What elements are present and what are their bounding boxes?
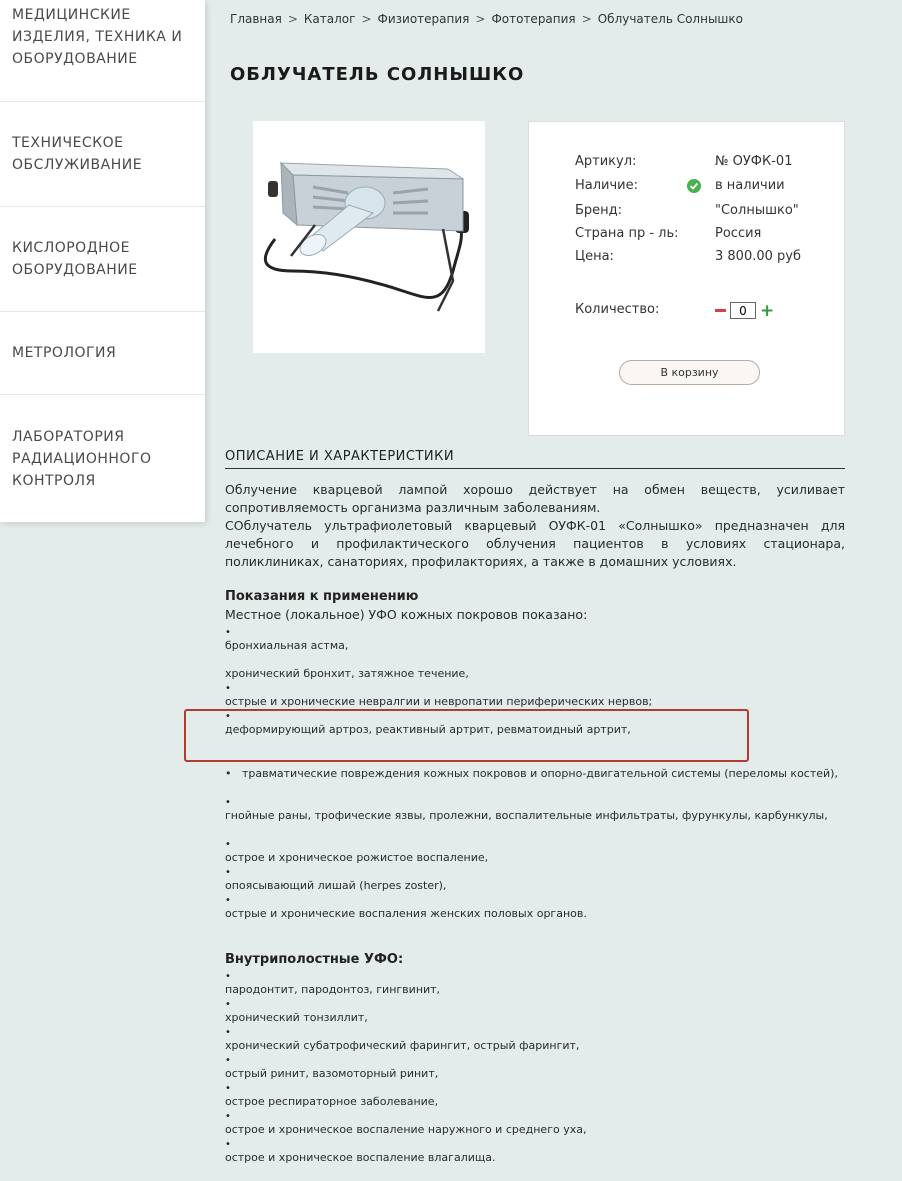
list-item: острый ринит, вазомоторный ринит,	[225, 1067, 439, 1080]
sidebar-item-label: ЛАБОРАТОРИЯ	[12, 428, 125, 445]
list-item: острое и хроническое воспаление наружного и среднего уха,	[225, 1123, 587, 1136]
plus-icon[interactable]: +	[760, 300, 775, 321]
list-bullet: •	[225, 1027, 231, 1038]
list-item: бронхиальная астма,	[225, 639, 349, 652]
sidebar-item-label: КИСЛОРОДНОЕ	[12, 240, 131, 256]
list-bullet: •	[225, 1139, 231, 1150]
brand-value: "Солнышко"	[715, 203, 799, 218]
list-item: острое респираторное заболевание,	[225, 1095, 439, 1108]
local-uv-intro: Местное (локальное) УФО кожных покровов показано:	[225, 607, 588, 622]
list-bullet: •	[225, 1083, 231, 1094]
breadcrumb-current: Облучатель Солнышко	[597, 12, 743, 26]
list-item: деформирующий артроз, реактивный артрит, ревматоидный артрит,	[225, 723, 631, 736]
description-header: ОПИСАНИЕ И ХАРАКТЕРИСТИКИ	[225, 449, 845, 469]
list-item: острые и хронические воспаления женских половых органов.	[225, 907, 587, 920]
list-item: острое и хроническое рожистое воспаление,	[225, 851, 489, 864]
list-bullet: •	[225, 1111, 231, 1122]
list-bullet: •	[225, 839, 231, 850]
sidebar-item-label: МЕТРОЛОГИЯ	[12, 345, 117, 361]
highlight-box	[184, 709, 749, 762]
indications-title: Показания к применению	[225, 589, 419, 604]
product-info-card	[528, 121, 845, 436]
country-row	[575, 226, 761, 241]
stock-row	[575, 178, 785, 193]
page-title: ОБЛУЧАТЕЛЬ СОЛНЫШКО	[230, 64, 525, 85]
list-bullet: •	[225, 683, 231, 694]
country-label: Страна пр - ль:	[575, 226, 679, 241]
add-to-cart-button[interactable]: В корзину	[619, 360, 760, 385]
list-item: пародонтит, пародонтоз, гингвинит,	[225, 983, 441, 996]
breadcrumb	[230, 12, 743, 26]
list-bullet: •	[225, 797, 231, 808]
list-bullet: •	[225, 999, 231, 1010]
breadcrumb-separator: >	[475, 12, 486, 26]
sidebar-item-label: ТЕХНИЧЕСКОЕ	[12, 135, 124, 151]
description-paragraph: Облучение кварцевой лампой хорошо действует на обмен веществ, усиливает сопротивляемость организма различным заболеваниям.	[225, 482, 845, 515]
product-image[interactable]	[253, 121, 485, 353]
article-label: Артикул:	[575, 154, 637, 169]
list-item: хронический субатрофический фарингит, острый фарингит,	[225, 1039, 580, 1052]
sidebar-item-metrology[interactable]	[0, 312, 205, 395]
stock-label: Наличие:	[575, 178, 639, 193]
breadcrumb-separator: >	[581, 12, 592, 26]
quantity-stepper	[715, 302, 774, 319]
price-row	[575, 249, 801, 264]
list-item-text: травматические повреждения кожных покровов и опорно-двигательной системы (переломы костей),	[242, 767, 838, 780]
sidebar-item-medical-equipment[interactable]	[0, 0, 205, 102]
breadcrumb-separator: >	[287, 12, 298, 26]
list-item: хронический тонзиллит,	[225, 1011, 368, 1024]
quantity-row	[575, 302, 774, 319]
country-value: Россия	[715, 226, 762, 241]
list-bullet: •	[225, 1055, 231, 1066]
brand-row	[575, 203, 799, 218]
list-item: острые и хронические невралгии и невропатии периферических нервов;	[225, 695, 653, 708]
sidebar	[0, 0, 205, 522]
list-item	[225, 767, 845, 781]
sidebar-item-radiation-lab[interactable]	[0, 395, 205, 522]
uv-irradiator-image	[253, 121, 485, 353]
description-paragraph: СОблучатель ультрафиолетовый кварцевый ОУФК-01 «Солнышко» предназначен для лечебного и профилактического облучения пациентов в условиях стационара, поликлиниках, санаториях, профилакториях, а также в домашних условиях.	[225, 518, 845, 569]
price-value: 3 800.00 руб	[715, 249, 801, 264]
list-item: гнойные раны, трофические язвы, пролежни, воспалительные инфильтраты, фурункулы, карбункулы,	[225, 809, 828, 822]
price-label: Цена:	[575, 249, 614, 264]
sidebar-item-maintenance[interactable]	[0, 102, 205, 207]
sidebar-item-label: МЕДИЦИНСКИЕ	[12, 7, 131, 23]
article-row	[575, 154, 792, 169]
breadcrumb-separator: >	[361, 12, 372, 26]
list-item: острое и хроническое воспаление влагалища.	[225, 1151, 496, 1164]
cavity-uv-title: Внутриполостные УФО:	[225, 952, 404, 967]
list-item: хронический бронхит, затяжное течение,	[225, 667, 469, 680]
sidebar-item-label: РАДИАЦИОННОГО	[12, 450, 152, 467]
quantity-input[interactable]	[730, 302, 756, 319]
sidebar-item-oxygen-equipment[interactable]	[0, 207, 205, 312]
list-bullet: •	[225, 627, 231, 638]
breadcrumb-physiotherapy[interactable]: Физиотерапия	[377, 12, 470, 26]
sidebar-item-label: ОБОРУДОВАНИЕ	[12, 262, 138, 278]
list-bullet: •	[225, 971, 231, 982]
list-bullet: •	[225, 711, 231, 722]
sidebar-item-label: ОБОРУДОВАНИЕ	[12, 51, 138, 67]
list-bullet: •	[225, 767, 232, 780]
breadcrumb-home[interactable]: Главная	[230, 12, 282, 26]
sidebar-item-label: ОБСЛУЖИВАНИЕ	[12, 157, 143, 173]
sidebar-item-label: КОНТРОЛЯ	[12, 472, 96, 489]
list-item: опоясывающий лишай (herpes zoster),	[225, 879, 447, 892]
sidebar-item-label: ИЗДЕЛИЯ, ТЕХНИКА И	[12, 29, 183, 45]
breadcrumb-catalog[interactable]: Каталог	[303, 12, 356, 26]
breadcrumb-phototherapy[interactable]: Фототерапия	[491, 12, 576, 26]
list-bullet: •	[225, 895, 231, 906]
stock-value: в наличии	[715, 178, 785, 193]
quantity-label: Количество:	[575, 302, 660, 317]
in-stock-check-icon	[687, 179, 701, 193]
minus-icon[interactable]	[715, 309, 726, 312]
brand-label: Бренд:	[575, 203, 623, 218]
list-bullet: •	[225, 867, 231, 878]
article-value: № ОУФК-01	[715, 154, 793, 169]
